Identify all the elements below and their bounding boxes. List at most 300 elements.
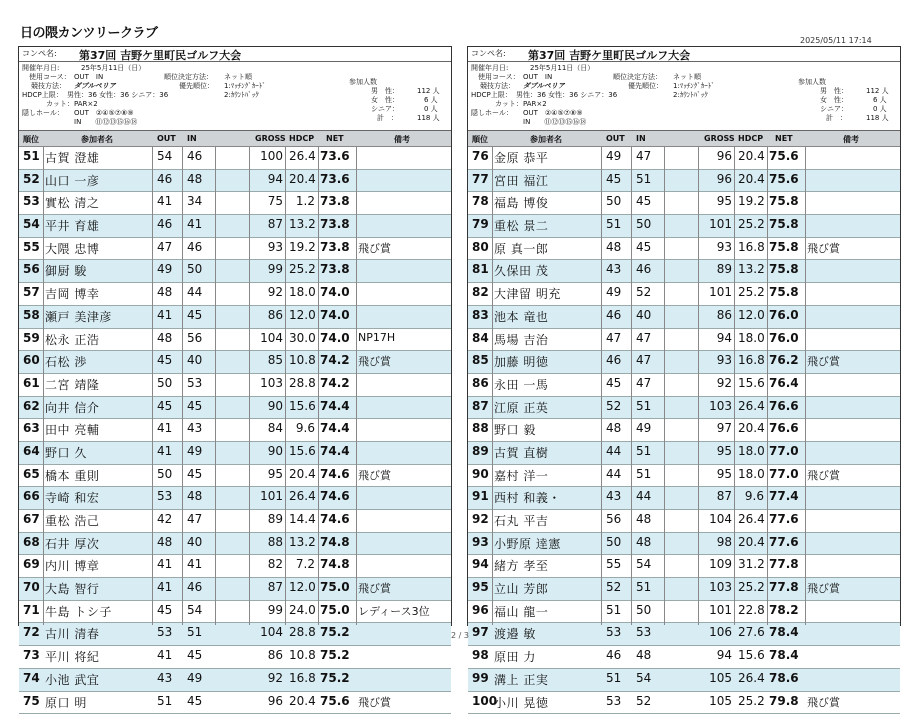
- cell-gross: 94: [704, 648, 732, 662]
- cell-in: 40: [636, 308, 651, 322]
- table-row: [19, 646, 451, 669]
- cell-name: 古賀 澄雄: [45, 149, 99, 166]
- cell-note: 飛び賞: [807, 353, 840, 369]
- cell-out: 51: [606, 217, 621, 231]
- cell-hdcp: 27.6: [738, 625, 764, 639]
- cell-hdcp: 28.8: [289, 376, 315, 390]
- cell-out: 41: [157, 444, 172, 458]
- cell-rank: 61: [23, 376, 40, 390]
- cell-hdcp: 19.2: [289, 240, 315, 254]
- date-label: 開催年月日:: [471, 64, 508, 72]
- cell-out: 50: [606, 535, 621, 549]
- cell-out: 53: [606, 694, 621, 708]
- male-value: 112 人: [866, 87, 889, 95]
- table-row: [468, 329, 900, 352]
- table-row: [19, 329, 451, 352]
- cell-rank: 95: [472, 580, 489, 594]
- cell-net: 74.8: [320, 557, 350, 571]
- header-note: 備考: [394, 134, 410, 145]
- cell-net: 75.8: [769, 262, 799, 276]
- cell-out: 52: [606, 399, 621, 413]
- cell-net: 77.6: [769, 535, 799, 549]
- cell-name: 瀬戸 美津彦: [45, 308, 112, 325]
- priority-2: 2:ｶｳﾝﾄﾊﾞｯｸ: [673, 91, 708, 99]
- table-row: [468, 510, 900, 533]
- cell-rank: 97: [472, 625, 489, 639]
- cell-name: 吉岡 博幸: [45, 285, 99, 302]
- cell-hdcp: 26.4: [738, 399, 764, 413]
- date-value: 25年5月11日（日）: [81, 64, 145, 72]
- cell-hdcp: 20.4: [289, 694, 315, 708]
- cell-gross: 86: [704, 308, 732, 322]
- column-divider: [318, 147, 319, 625]
- cell-hdcp: 18.0: [289, 285, 315, 299]
- table-row: [468, 601, 900, 624]
- cell-rank: 90: [472, 467, 489, 481]
- cell-name: 平川 将紀: [45, 648, 99, 665]
- cell-out: 41: [157, 580, 172, 594]
- cell-note: 飛び賞: [807, 694, 840, 710]
- cell-rank: 100: [472, 694, 497, 708]
- cell-hdcp: 25.2: [738, 217, 764, 231]
- cell-hdcp: 12.0: [738, 308, 764, 322]
- cell-rank: 96: [472, 603, 489, 617]
- cell-out: 41: [157, 421, 172, 435]
- cell-hdcp: 20.4: [738, 421, 764, 435]
- rank-method-label: 順位決定方法：: [613, 73, 662, 81]
- cell-in: 49: [636, 421, 651, 435]
- priority-1: 1:ﾏｯﾁﾝｸﾞｶｰﾄﾞ: [673, 82, 715, 90]
- cell-name: 小池 武宜: [45, 671, 99, 688]
- cell-net: 77.6: [769, 512, 799, 526]
- cell-note: 飛び賞: [358, 694, 391, 710]
- cell-net: 76.4: [769, 376, 799, 390]
- hidden-out: OUT ②④⑤⑦⑧⑨: [523, 109, 583, 117]
- cell-hdcp: 15.6: [289, 399, 315, 413]
- cell-net: 75.6: [769, 172, 799, 186]
- female-value: 6 人: [424, 96, 438, 104]
- hdcp-label: HDCP上限：: [22, 91, 63, 99]
- cell-rank: 74: [23, 671, 40, 685]
- cell-hdcp: 15.6: [738, 376, 764, 390]
- cell-out: 46: [606, 648, 621, 662]
- cell-gross: 95: [255, 467, 283, 481]
- cell-name: 山口 一彦: [45, 172, 99, 189]
- cell-in: 48: [636, 512, 651, 526]
- cell-in: 44: [636, 489, 651, 503]
- participants-label: 参加人数: [798, 78, 826, 86]
- hdcp-value: 男性：36 女性：36 シニア：36: [516, 91, 617, 99]
- cell-gross: 85: [255, 353, 283, 367]
- cell-gross: 86: [255, 308, 283, 322]
- cell-gross: 87: [255, 580, 283, 594]
- table-row: [19, 283, 451, 306]
- table-row: [468, 170, 900, 193]
- total-value: 118 人: [866, 114, 889, 122]
- cell-out: 49: [157, 262, 172, 276]
- cell-name: 石松 渉: [45, 353, 87, 370]
- cell-net: 77.4: [769, 489, 799, 503]
- cell-out: 43: [157, 671, 172, 685]
- table-row: [19, 533, 451, 556]
- cell-in: 46: [187, 580, 202, 594]
- cell-net: 73.8: [320, 240, 350, 254]
- competition-label: 競技方法：: [480, 82, 515, 90]
- cell-rank: 85: [472, 353, 489, 367]
- cell-net: 75.2: [320, 671, 350, 685]
- table-header: [19, 131, 451, 147]
- cell-note: 飛び賞: [358, 240, 391, 256]
- cell-hdcp: 18.0: [738, 444, 764, 458]
- cell-in: 48: [636, 535, 651, 549]
- table-row: [468, 692, 900, 714]
- total-label: 計 ：: [377, 114, 398, 122]
- cell-gross: 92: [704, 376, 732, 390]
- cell-name: 石井 厚次: [45, 535, 99, 552]
- cell-out: 53: [157, 489, 172, 503]
- cell-name: 野口 毅: [494, 421, 536, 438]
- cell-rank: 84: [472, 331, 489, 345]
- cell-gross: 94: [704, 331, 732, 345]
- cut-label: カット：: [46, 100, 74, 108]
- print-timestamp: 2025/05/11 17:14: [800, 36, 872, 45]
- table-row: [468, 555, 900, 578]
- compe-label: コンペ名:: [471, 48, 506, 59]
- cell-hdcp: 1.2: [289, 194, 315, 208]
- cell-net: 75.8: [769, 240, 799, 254]
- cell-out: 53: [606, 625, 621, 639]
- cell-rank: 72: [23, 625, 40, 639]
- cell-out: 41: [157, 194, 172, 208]
- cell-gross: 98: [704, 535, 732, 549]
- event-info: [19, 62, 451, 131]
- table-row: [468, 669, 900, 692]
- cell-net: 74.0: [320, 331, 350, 345]
- table-row: [19, 192, 451, 215]
- priority-2: 2:ｶｳﾝﾄﾊﾞｯｸ: [224, 91, 259, 99]
- total-label: 計 ：: [826, 114, 847, 122]
- cell-rank: 51: [23, 149, 40, 163]
- cell-out: 45: [606, 376, 621, 390]
- header-out: OUT: [606, 134, 625, 143]
- cell-gross: 95: [704, 444, 732, 458]
- cell-name: 立山 芳郎: [494, 580, 548, 597]
- cell-gross: 95: [704, 467, 732, 481]
- cell-in: 53: [636, 625, 651, 639]
- cell-in: 46: [187, 149, 202, 163]
- cell-hdcp: 26.4: [289, 149, 315, 163]
- cell-net: 74.2: [320, 353, 350, 367]
- table-row: [19, 442, 451, 465]
- cell-net: 74.0: [320, 308, 350, 322]
- table-row: [19, 260, 451, 283]
- course-label: 使用コース：: [478, 73, 520, 81]
- cell-net: 75.6: [769, 149, 799, 163]
- cell-name: 福山 龍一: [494, 603, 548, 620]
- participants-label: 参加人数: [349, 78, 377, 86]
- header-rank: 順位: [472, 134, 488, 145]
- cell-name: 實松 清之: [45, 194, 99, 211]
- table-row: [19, 215, 451, 238]
- column-divider: [698, 147, 699, 625]
- cell-net: 78.6: [769, 671, 799, 685]
- cell-hdcp: 25.2: [738, 285, 764, 299]
- results-rows-right: [468, 147, 900, 625]
- cell-rank: 62: [23, 399, 40, 413]
- cell-hdcp: 13.2: [289, 535, 315, 549]
- cell-in: 34: [187, 194, 202, 208]
- cell-out: 47: [606, 331, 621, 345]
- cell-net: 73.8: [320, 194, 350, 208]
- column-divider: [805, 147, 806, 625]
- cell-gross: 88: [255, 535, 283, 549]
- cell-note: 飛び賞: [358, 353, 391, 369]
- female-value: 6 人: [873, 96, 887, 104]
- cell-net: 74.2: [320, 376, 350, 390]
- header-rank: 順位: [23, 134, 39, 145]
- cell-in: 40: [187, 535, 202, 549]
- priority-label: 優先順位：: [179, 82, 214, 90]
- cell-gross: 93: [255, 240, 283, 254]
- cell-gross: 89: [255, 512, 283, 526]
- cell-in: 44: [187, 285, 202, 299]
- cell-rank: 59: [23, 331, 40, 345]
- rank-method-label: 順位決定方法：: [164, 73, 213, 81]
- cell-rank: 58: [23, 308, 40, 322]
- cell-out: 43: [606, 489, 621, 503]
- cell-in: 51: [636, 467, 651, 481]
- cell-in: 46: [187, 240, 202, 254]
- table-row: [19, 578, 451, 601]
- cell-gross: 105: [704, 694, 732, 708]
- table-row: [19, 465, 451, 488]
- cell-gross: 90: [255, 399, 283, 413]
- cell-gross: 100: [255, 149, 283, 163]
- table-row: [468, 306, 900, 329]
- cell-rank: 71: [23, 603, 40, 617]
- cell-hdcp: 28.8: [289, 625, 315, 639]
- cell-out: 52: [606, 580, 621, 594]
- cut-value: PAR×2: [74, 100, 98, 108]
- cell-hdcp: 19.2: [738, 194, 764, 208]
- cell-out: 46: [606, 353, 621, 367]
- table-row: [19, 419, 451, 442]
- cell-name: 古賀 直樹: [494, 444, 548, 461]
- cell-in: 41: [187, 217, 202, 231]
- header-gross: GROSS: [704, 134, 735, 143]
- cell-gross: 101: [704, 285, 732, 299]
- cell-net: 74.0: [320, 285, 350, 299]
- results-panel-left: [18, 46, 452, 626]
- cell-hdcp: 26.4: [738, 512, 764, 526]
- cell-rank: 65: [23, 467, 40, 481]
- table-header: [468, 131, 900, 147]
- cell-rank: 82: [472, 285, 489, 299]
- cell-hdcp: 26.4: [289, 489, 315, 503]
- cell-rank: 54: [23, 217, 40, 231]
- cell-hdcp: 12.0: [289, 580, 315, 594]
- cell-name: 重松 浩己: [45, 512, 99, 529]
- cell-rank: 57: [23, 285, 40, 299]
- header-net: NET: [326, 134, 344, 143]
- column-divider: [215, 147, 216, 625]
- cell-hdcp: 18.0: [738, 331, 764, 345]
- cell-name: 宮田 福江: [494, 172, 548, 189]
- cell-net: 78.2: [769, 603, 799, 617]
- table-row: [468, 260, 900, 283]
- cell-rank: 91: [472, 489, 489, 503]
- compe-header: [468, 47, 900, 62]
- cell-gross: 109: [704, 557, 732, 571]
- female-label: 女 性：: [371, 96, 399, 104]
- cell-gross: 86: [255, 648, 283, 662]
- cell-rank: 55: [23, 240, 40, 254]
- table-row: [19, 397, 451, 420]
- cell-out: 46: [157, 172, 172, 186]
- cell-hdcp: 16.8: [738, 240, 764, 254]
- cell-rank: 67: [23, 512, 40, 526]
- cell-in: 53: [187, 376, 202, 390]
- cell-in: 51: [636, 444, 651, 458]
- cell-rank: 81: [472, 262, 489, 276]
- cell-rank: 88: [472, 421, 489, 435]
- header-out: OUT: [157, 134, 176, 143]
- cell-hdcp: 31.2: [738, 557, 764, 571]
- cell-net: 78.4: [769, 625, 799, 639]
- cell-gross: 94: [255, 172, 283, 186]
- cell-gross: 95: [704, 194, 732, 208]
- cell-hdcp: 15.6: [738, 648, 764, 662]
- cell-rank: 78: [472, 194, 489, 208]
- cell-out: 47: [157, 240, 172, 254]
- cell-out: 45: [157, 353, 172, 367]
- table-row: [468, 374, 900, 397]
- cell-out: 54: [157, 149, 172, 163]
- cell-name: 嘉村 洋一: [494, 467, 548, 484]
- column-divider: [492, 147, 493, 625]
- header-name: 参加者名: [530, 134, 562, 145]
- male-label: 男 性：: [820, 87, 848, 95]
- cell-net: 75.2: [320, 648, 350, 662]
- cell-in: 45: [187, 308, 202, 322]
- cell-net: 73.6: [320, 172, 350, 186]
- cell-name: 溝上 正実: [494, 671, 548, 688]
- cell-out: 48: [606, 421, 621, 435]
- course-value: OUT IN: [523, 73, 552, 81]
- column-divider: [664, 147, 665, 625]
- cell-in: 45: [187, 467, 202, 481]
- table-row: [19, 238, 451, 261]
- cell-gross: 103: [704, 580, 732, 594]
- cell-out: 42: [157, 512, 172, 526]
- table-row: [19, 692, 451, 714]
- cell-gross: 87: [704, 489, 732, 503]
- table-row: [468, 215, 900, 238]
- cell-in: 51: [636, 580, 651, 594]
- cell-net: 74.4: [320, 399, 350, 413]
- cell-out: 49: [606, 285, 621, 299]
- cell-in: 52: [636, 694, 651, 708]
- cell-rank: 73: [23, 648, 40, 662]
- cell-gross: 103: [255, 376, 283, 390]
- cell-net: 76.0: [769, 331, 799, 345]
- cell-name: 寺崎 和宏: [45, 489, 99, 506]
- cell-in: 47: [636, 149, 651, 163]
- cell-gross: 92: [255, 671, 283, 685]
- cell-net: 75.0: [320, 603, 350, 617]
- cell-net: 75.2: [320, 625, 350, 639]
- cell-in: 45: [187, 399, 202, 413]
- cell-gross: 97: [704, 421, 732, 435]
- cell-rank: 86: [472, 376, 489, 390]
- senior-value: 0 人: [873, 105, 887, 113]
- header-in: IN: [187, 134, 197, 143]
- cell-out: 49: [606, 149, 621, 163]
- cell-note: 飛び賞: [807, 580, 840, 596]
- course-label: 使用コース：: [29, 73, 71, 81]
- cell-out: 56: [606, 512, 621, 526]
- cell-gross: 84: [255, 421, 283, 435]
- cell-gross: 106: [704, 625, 732, 639]
- cell-hdcp: 10.8: [289, 648, 315, 662]
- cell-out: 41: [157, 308, 172, 322]
- table-row: [19, 601, 451, 624]
- cell-name: 原口 明: [45, 694, 87, 711]
- total-value: 118 人: [417, 114, 440, 122]
- table-row: [19, 170, 451, 193]
- page-number: 2 / 3: [0, 631, 920, 640]
- cell-hdcp: 30.0: [289, 331, 315, 345]
- cell-in: 45: [187, 648, 202, 662]
- cell-net: 76.6: [769, 399, 799, 413]
- cell-gross: 93: [704, 240, 732, 254]
- cell-in: 50: [187, 262, 202, 276]
- cell-net: 77.0: [769, 444, 799, 458]
- cell-in: 47: [187, 512, 202, 526]
- cell-out: 46: [606, 308, 621, 322]
- competition-value: ダブルペリア: [523, 82, 565, 90]
- header-note: 備考: [843, 134, 859, 145]
- compe-header: [19, 47, 451, 62]
- cell-in: 45: [636, 240, 651, 254]
- cell-in: 45: [636, 194, 651, 208]
- cell-rank: 92: [472, 512, 489, 526]
- cell-out: 44: [606, 444, 621, 458]
- cell-in: 54: [636, 671, 651, 685]
- cell-out: 51: [157, 694, 172, 708]
- cell-net: 75.8: [769, 285, 799, 299]
- cell-out: 53: [157, 625, 172, 639]
- cell-rank: 75: [23, 694, 40, 708]
- cell-out: 50: [606, 194, 621, 208]
- cell-in: 54: [187, 603, 202, 617]
- cell-hdcp: 26.4: [738, 671, 764, 685]
- female-label: 女 性：: [820, 96, 848, 104]
- table-row: [19, 669, 451, 692]
- table-row: [19, 555, 451, 578]
- cell-in: 47: [636, 331, 651, 345]
- cell-net: 75.6: [320, 694, 350, 708]
- cell-gross: 104: [704, 512, 732, 526]
- cell-in: 45: [187, 694, 202, 708]
- cell-name: 平井 育雄: [45, 217, 99, 234]
- cell-name: 大隈 忠博: [45, 240, 99, 257]
- cell-net: 75.8: [769, 194, 799, 208]
- header-hdcp: HDCP: [289, 134, 314, 143]
- cell-name: 橋本 重則: [45, 467, 99, 484]
- cell-net: 75.0: [320, 580, 350, 594]
- cell-gross: 96: [704, 172, 732, 186]
